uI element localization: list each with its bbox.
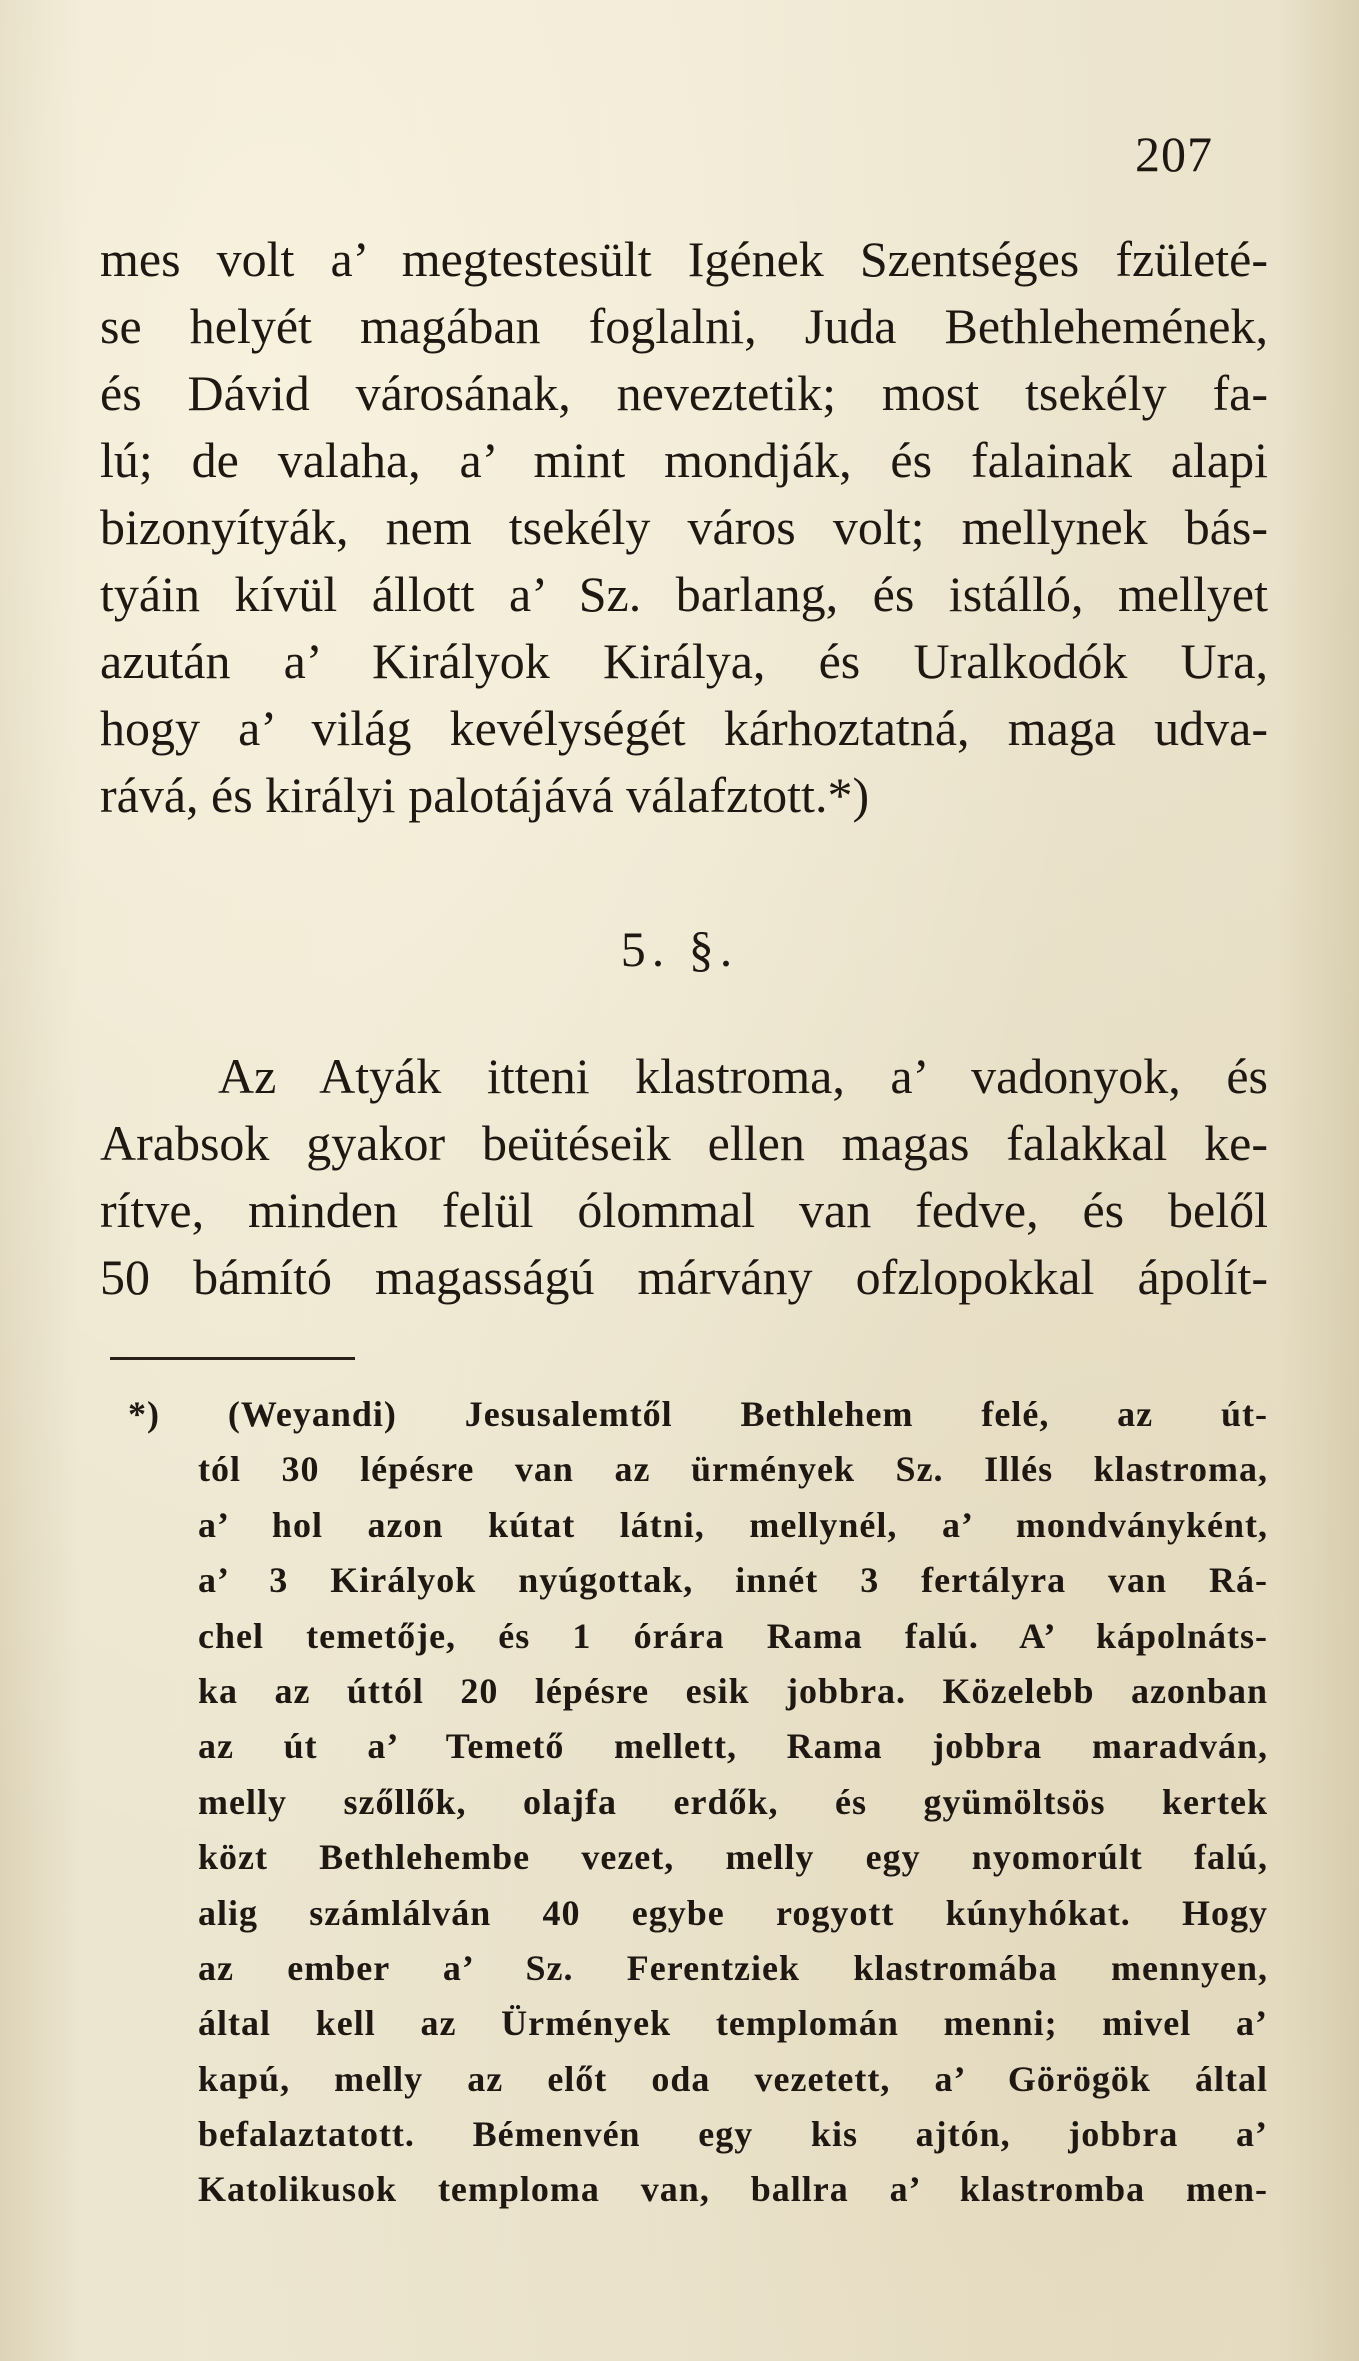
section-heading: 5. §. (620, 921, 739, 977)
text-line: rává, és királyi palotájává válafztott.*) (100, 767, 870, 823)
footnote-line: kapú, melly az előt oda vezetett, a’ Görögök által (198, 2058, 1268, 2099)
text-line: bizonyítyák, nem tsekély város volt; mellynek bás- (100, 499, 1268, 555)
text-line: azután a’ Királyok Királya, és Uralkodók Ura, (100, 633, 1268, 689)
footnote-line: a’ hol azon kútat látni, mellynél, a’ mondványként, (198, 1504, 1268, 1545)
footnote-line: chel temetője, és 1 órára Rama falú. A’ kápolnáts- (198, 1615, 1268, 1656)
footnote-line: az út a’ Temető mellett, Rama jobbra maradván, (198, 1726, 1268, 1767)
section-paragraph (100, 1043, 1268, 1311)
footnote-line: Katolikusok temploma van, ballra a’ klastromba men- (198, 2169, 1268, 2210)
footnote-line: közt Bethlehembe vezet, melly egy nyomorúlt falú, (198, 1837, 1268, 1878)
footnote-line: az ember a’ Sz. Ferentziek klastromába mennyen, (198, 1947, 1268, 1988)
page-number: 207 (1135, 126, 1213, 182)
text-line: mes volt a’ megtestesült Igének Szentséges fzületé- (100, 231, 1268, 287)
footnote-line: tól 30 lépésre van az ürmények Sz. Illés klastroma, (198, 1449, 1268, 1490)
footnote-divider (110, 1357, 355, 1360)
text-line: Az Atyák itteni klastroma, a’ vadonyok, és (218, 1048, 1268, 1104)
footnote-line: melly szőllők, olajfa erdők, és gyümöltsös kertek (198, 1781, 1268, 1822)
footnote-line: alig számlálván 40 egybe rogyott kúnyhókat. Hogy (198, 1892, 1268, 1933)
text-line: és Dávid városának, neveztetik; most tsekély fa- (100, 365, 1268, 421)
footnote-line: ka az úttól 20 lépésre esik jobbra. Közelebb azonban (198, 1670, 1268, 1711)
text-line: tyáin kívül állott a’ Sz. barlang, és istálló, mellyet (100, 566, 1268, 622)
text-line: lú; de valaha, a’ mint mondják, és falainak alapi (100, 432, 1268, 488)
text-line: se helyét magában foglalni, Juda Bethlehemének, (100, 298, 1268, 354)
text-line: rítve, minden felül ólommal van fedve, és belől (100, 1182, 1268, 1238)
footnote-line: befalaztatott. Bémenvén egy kis ajtón, jobbra a’ (198, 2114, 1268, 2155)
text-line: 50 bámító magasságú márvány ofzlopokkal ápolít- (100, 1249, 1268, 1305)
text-line: hogy a’ világ kevélységét kárhoztatná, maga udva- (100, 700, 1268, 756)
footnote-line: *) (Weyandi) Jesusalemtől Bethlehem felé, az út- (128, 1394, 1268, 1434)
body-paragraph (100, 226, 1268, 829)
text-line: Arabsok gyakor beütéseik ellen magas falakkal ke- (100, 1115, 1268, 1171)
footnote-line: a’ 3 Királyok nyúgottak, innét 3 fertályra van Rá- (198, 1560, 1268, 1601)
footnote-line: által kell az Ürmények templomán menni; mivel a’ (198, 2003, 1268, 2044)
footnote (128, 1387, 1268, 2218)
